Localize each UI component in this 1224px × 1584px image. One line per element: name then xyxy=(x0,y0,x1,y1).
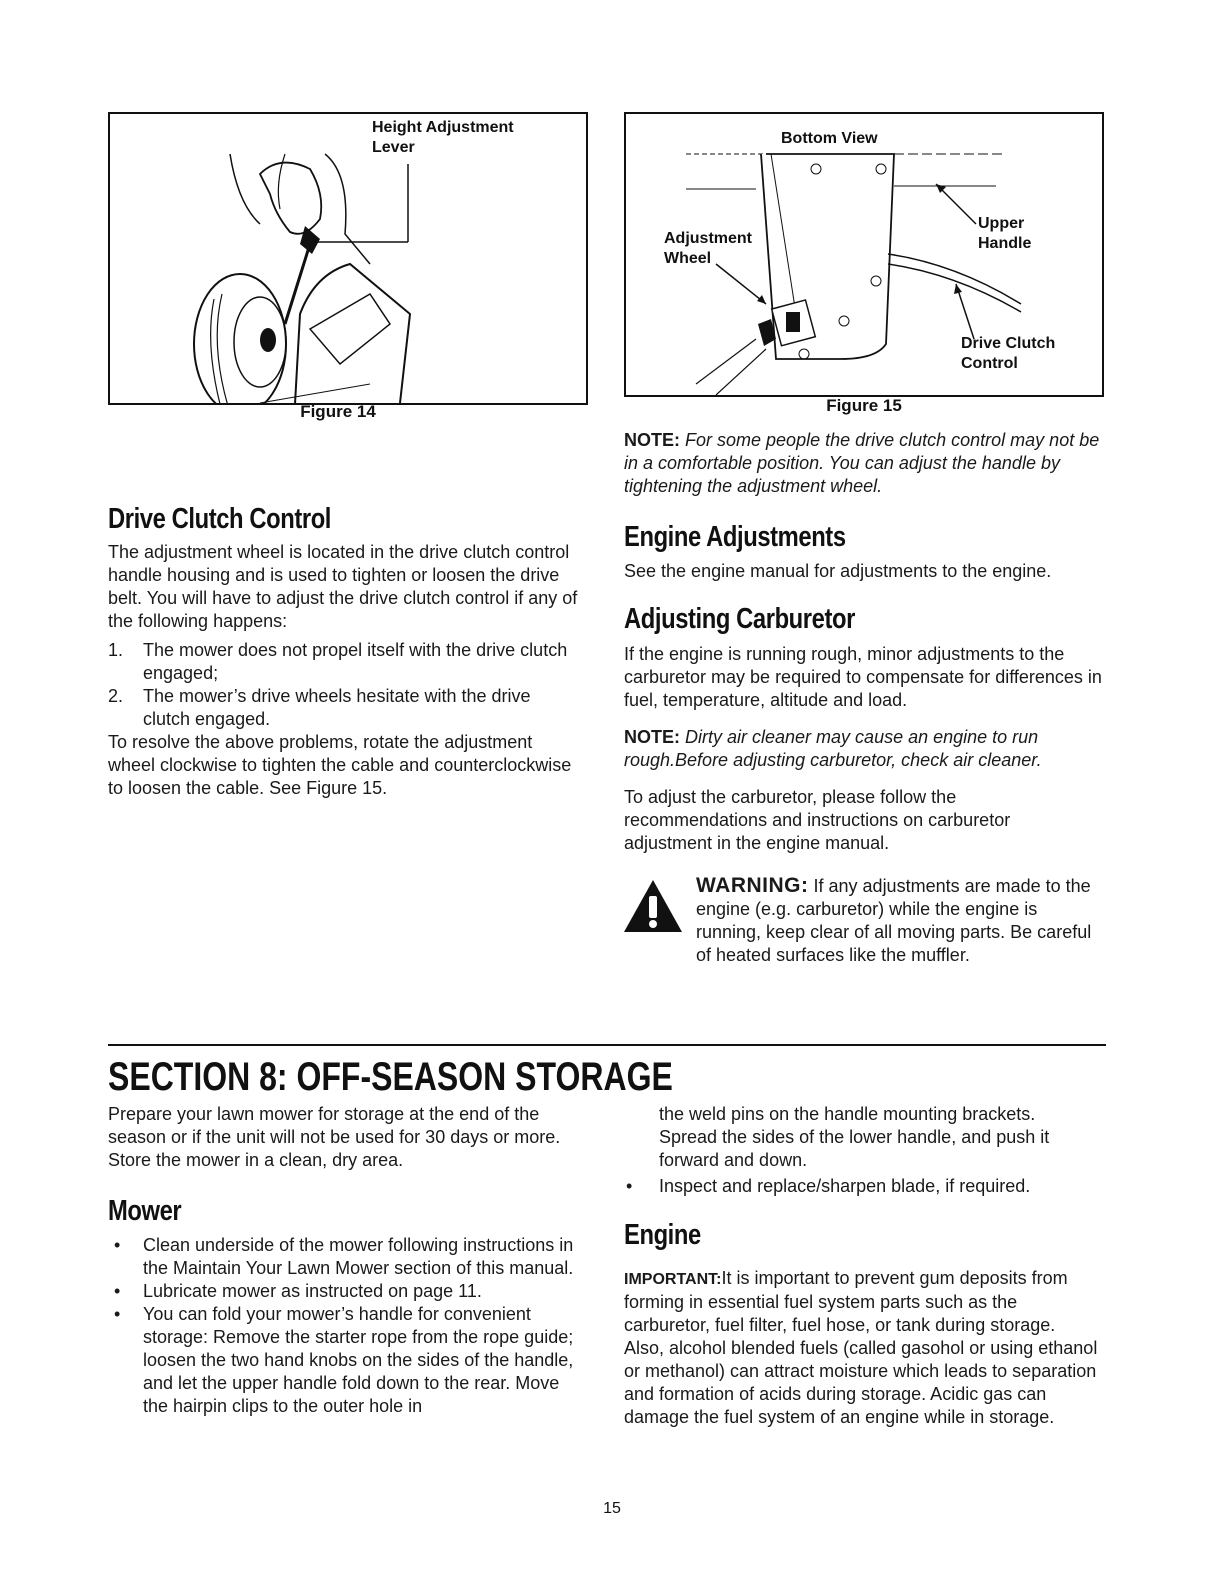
list-item: • Lubricate mower as instructed on page 11. xyxy=(114,1281,482,1301)
important-text: It is important to prevent gum deposits from forming in essential fuel system parts such as the carburetor, fuel filter, fuel hose, or tank during storage. Also, alcohol blended fuels (called gasohol or using ethanol or methanol) can attract moisture which leads to separation and formation of acids during storage. Acidic gas can damage the fuel system of an engine while in storage. xyxy=(624,1268,1098,1427)
mower-bullets xyxy=(108,1234,578,1418)
list-item: • Clean underside of the mower following instructions in the Maintain Your Lawn Mower section of this manual. xyxy=(114,1235,574,1278)
carburetor-text: If the engine is running rough, minor adjustments to the carburetor may be required to compensate for differences in fuel, temperature, altitude and load. xyxy=(624,644,1102,710)
drive-clutch-steps xyxy=(108,639,578,731)
drive-clutch-heading: Drive Clutch Control xyxy=(108,503,332,535)
figure-15 xyxy=(624,112,1104,397)
drive-clutch-control-label: Drive Clutch Control xyxy=(961,335,1056,372)
note-clutch-position: NOTE: For some people the drive clutch control may not be in a comfortable position. You can adjust the handle by tightening the adjustment wheel. xyxy=(624,430,1100,496)
figure-14-illustration xyxy=(110,114,586,403)
engine-adjustments-heading: Engine Adjustments xyxy=(624,521,846,553)
page-number: 15 xyxy=(603,1500,621,1517)
important-label: IMPORTANT: xyxy=(624,1271,722,1288)
section-divider xyxy=(108,1044,1106,1046)
warning-block xyxy=(696,874,1106,967)
drive-clutch-intro: The adjustment wheel is located in the drive clutch control handle housing and is used to tighten or loosen the drive belt. You will have to adjust the drive clutch control if any of the following happens: xyxy=(108,542,578,631)
engine-adjustments-text: See the engine manual for adjustments to the engine. xyxy=(624,561,1052,581)
list-item: • You can fold your mower’s handle for convenient storage: Remove the starter rope from the rope guide; loosen the two hand knobs on the sides of the handle, and let the upper handle fold down to the rear. Move the hairpin clips to the outer hole in xyxy=(114,1304,574,1416)
drive-clutch-body xyxy=(108,541,578,800)
engine-heading: Engine xyxy=(624,1219,701,1251)
warning-text: If any adjustments are made to the engine (e.g. carburetor) while the engine is running, keep clear of all moving parts. Be careful of heated surfaces like the muffler. xyxy=(696,876,1092,965)
figure-14 xyxy=(108,112,588,405)
section-8-heading: SECTION 8: OFF-SEASON STORAGE xyxy=(108,1055,673,1099)
figure-15-caption: Figure 15 xyxy=(826,396,902,415)
warning-icon xyxy=(622,878,684,934)
step-item: 1. The mower does not propel itself with the drive clutch engaged; xyxy=(108,640,568,683)
note-air-cleaner: NOTE: Dirty air cleaner may cause an engine to run rough.Before adjusting carburetor, check air cleaner. xyxy=(624,727,1042,770)
storage-intro: Prepare your lawn mower for storage at the end of the season or if the unit will not be used for 30 days or more. Store the mower in a clean, dry area. xyxy=(108,1104,561,1170)
blade-bullet xyxy=(624,1175,1106,1198)
mower-heading: Mower xyxy=(108,1195,182,1227)
bottom-view-label: Bottom View xyxy=(781,130,878,147)
upper-handle-label: Upper Handle xyxy=(978,215,1032,252)
list-item: • Inspect and replace/sharpen blade, if required. xyxy=(626,1176,1031,1196)
drive-clutch-resolve: To resolve the above problems, rotate the adjustment wheel clockwise to tighten the cable and counterclockwise to loosen the cable. See Figure 15. xyxy=(108,732,572,798)
adjusting-carburetor-heading: Adjusting Carburetor xyxy=(624,603,855,635)
step-item: 2. The mower’s drive wheels hesitate with the drive clutch engaged. xyxy=(108,686,531,729)
handle-continued-text: the weld pins on the handle mounting brackets. Spread the sides of the lower handle, and push it forward and down. xyxy=(659,1104,1050,1170)
warning-label: WARNING: xyxy=(696,874,809,897)
adjust-carburetor-text: To adjust the carburetor, please follow the recommendations and instructions on carburetor adjustment in the engine manual. xyxy=(624,787,1011,853)
important-block xyxy=(624,1267,1098,1429)
adjustment-wheel-label: Adjustment Wheel xyxy=(664,230,752,267)
figure-14-caption: Figure 14 xyxy=(300,402,376,421)
height-adjustment-label: Height Adjustment Lever xyxy=(372,119,514,156)
